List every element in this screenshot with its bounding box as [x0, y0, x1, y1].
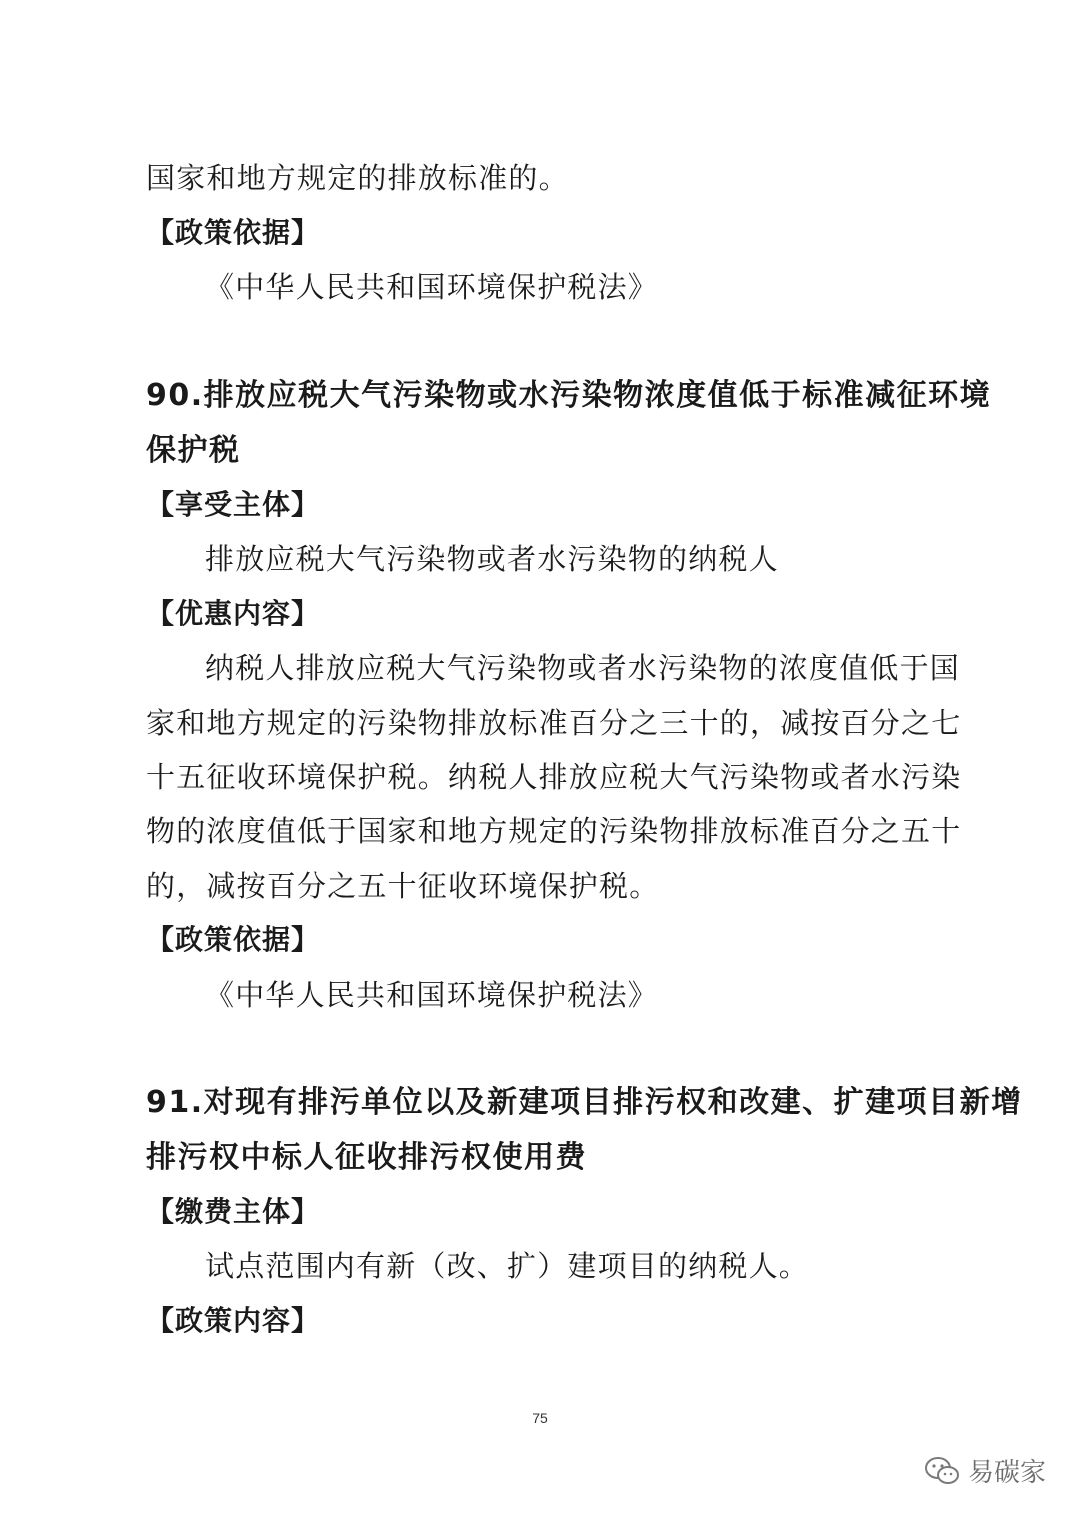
- text-line: 试点范围内有新（改、扩）建项目的纳税人。: [205, 1249, 810, 1283]
- item-heading-cont: 保护税: [146, 433, 241, 468]
- page-number: 75: [532, 1410, 548, 1426]
- section-label: 【享受主体】: [146, 488, 321, 521]
- text-line: 国家和地方规定的排放标准的。: [146, 161, 569, 195]
- section-label: 【政策依据】: [146, 216, 321, 249]
- policy-basis-title: 《中华人民共和国环境保护税法》: [205, 270, 659, 304]
- text-line: 排放应税大气污染物或者水污染物的纳税人: [205, 542, 779, 576]
- section-label: 【缴费主体】: [146, 1195, 321, 1228]
- section-label: 【优惠内容】: [146, 597, 321, 630]
- section-label: 【政策依据】: [146, 923, 321, 956]
- item-heading-cont: 排污权中标人征收排污权使用费: [146, 1140, 587, 1175]
- text-line: 十五征收环境保护税。纳税人排放应税大气污染物或者水污染: [146, 760, 962, 794]
- item-heading: 91.对现有排污单位以及新建项目排污权和改建、扩建项目新增: [146, 1085, 1023, 1120]
- item-heading: 90.排放应税大气污染物或水污染物浓度值低于标准减征环境: [146, 378, 992, 413]
- wechat-icon: [924, 1456, 960, 1486]
- section-label: 【政策内容】: [146, 1304, 321, 1337]
- text-line: 纳税人排放应税大气污染物或者水污染物的浓度值低于国: [205, 651, 961, 685]
- text-line: 家和地方规定的污染物排放标准百分之三十的，减按百分之七: [146, 706, 962, 740]
- policy-basis-title: 《中华人民共和国环境保护税法》: [205, 978, 659, 1012]
- text-line: 的，减按百分之五十征收环境保护税。: [146, 869, 660, 903]
- watermark: [924, 1452, 1046, 1489]
- text-line: 物的浓度值低于国家和地方规定的污染物排放标准百分之五十: [146, 814, 962, 848]
- watermark-text: 易碳家: [967, 1458, 1046, 1488]
